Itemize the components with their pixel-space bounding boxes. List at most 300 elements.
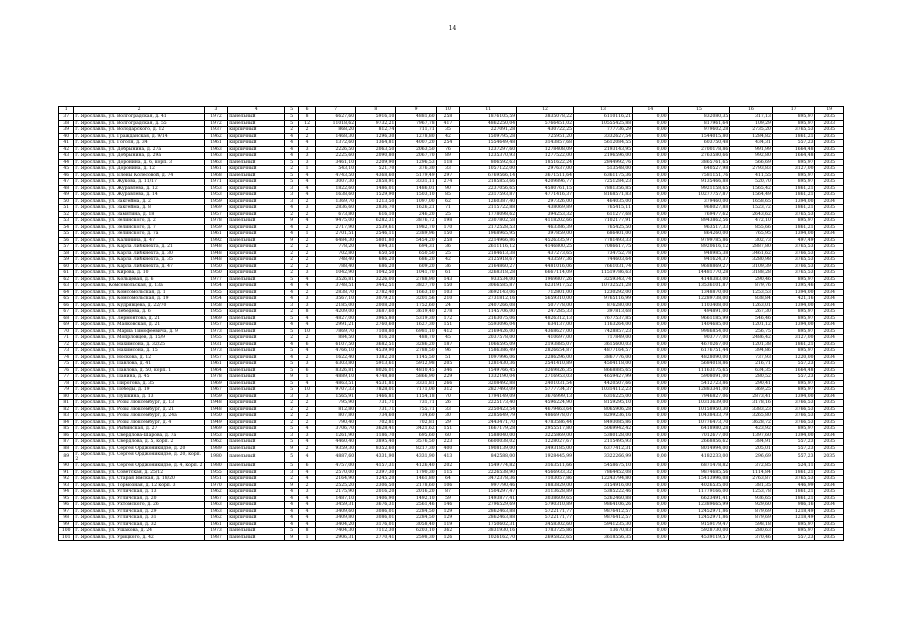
table-cell: 2763580,66 [668,153,730,160]
table-cell: 4 [285,153,299,160]
table-cell: 4420507,66 [573,380,632,387]
table-cell: панельный [228,114,285,121]
table-cell: 4863,51 [315,380,355,387]
table-cell: 38 [59,120,74,127]
table-cell: панельный [228,348,285,355]
table-cell: 4 [285,354,299,361]
table-cell: 1948 [204,406,228,413]
table-cell: 2570,00 [315,469,355,476]
table-cell: 172 [436,315,460,322]
table-cell: 2226538,90 [460,469,517,476]
table-cell: 557,23 [772,445,815,452]
table-cell: 46 [59,172,74,179]
table-cell: 2226,50 [315,146,355,153]
address-cell: г. Ярославль, ул. Пирогова, д. 35 [74,380,204,387]
table-cell: 520,70 [730,179,773,186]
table-cell: 1972 [204,120,228,127]
address-cell: г. Ярославль, ул. Кольцевая, д. 6 [74,276,204,283]
column-number-header: 13 [573,107,632,114]
table-cell: 1964 [204,367,228,374]
table-cell: 7112,30 [356,528,396,535]
address-cell: г. Ярославль, ул. Кудрявцева, д. 22/70 [74,302,204,309]
table-cell: 2 [285,127,299,134]
address-cell: г. Ярославль, ул. Советская, д. 25/12 [74,469,204,476]
header-row [59,107,844,114]
address-cell: г. Ярославль, ул. Журавлёва, д. 14 [74,192,204,199]
table-cell: 2862463,88 [460,508,517,515]
table-cell: 464035,00 [573,198,632,205]
table-cell: 57 [59,244,74,251]
table-cell: 1963 [204,159,228,166]
table-cell: 0,00 [633,185,669,192]
table-cell: 7677537,85 [573,315,632,322]
table-cell: 5412723,86 [668,380,730,387]
table-cell: 5385222,46 [573,489,632,496]
column-number-header: 4 [228,107,285,114]
table-cell: кирпичный [228,224,285,231]
table-cell: 4 [285,140,299,147]
table-cell: 1097996,06 [460,354,517,361]
address-cell: г. Ярославль, ул. Угличская, д. 13 [74,489,204,496]
table-cell: панельный [228,367,285,374]
table-cell: 884,50 [315,335,355,342]
table-cell: 2827493,09 [460,387,517,394]
table-cell: 2035 [815,140,844,147]
table-cell: 7881356,85 [573,185,632,192]
table-cell: 8 [299,114,316,121]
table-cell: 3208492,88 [460,380,517,387]
table-cell: 933534,00 [460,276,517,283]
table-cell: 1928445,99 [517,452,574,463]
table-cell: 96 [59,502,74,509]
table-cell: 1950 [204,413,228,420]
table-cell: 4 [299,179,316,186]
table-cell: 4 [285,289,299,296]
table-cell: 11519786,63 [573,270,632,277]
table-cell: кирпичный [228,432,285,439]
table-cell: панельный [228,237,285,244]
table-cell: 84 [59,419,74,426]
data-table [58,106,844,541]
table-cell: 2 [285,263,299,270]
table-cell: 1955 [204,469,228,476]
address-cell: г. Ярославль, ул. Павлова, д. 41 [74,361,204,368]
table-cell: 1466,81 [356,393,396,400]
table-cell: 3178,16 [730,400,773,407]
table-cell: кирпичный [228,192,285,199]
table-cell: 5 [285,315,299,322]
table-cell: 2125918,67 [460,257,517,264]
table-cell: 42 [436,257,460,264]
table-cell: 3765,53 [772,476,815,483]
table-cell: 0,00 [633,309,669,316]
table-cell: 51 [59,205,74,212]
address-cell: г. Ярославль, ул. Зелинского, д. 7 [74,224,204,231]
table-cell: кирпичный [228,257,285,264]
table-cell: кирпичный [228,205,285,212]
table-cell: 1861,21 [772,192,815,199]
table-cell: 731,71 [356,406,396,413]
table-cell: 2 [285,335,299,342]
table-cell: 1395,46 [772,283,815,290]
table-cell: 126 [436,534,460,541]
address-cell: г. Ярославль, ул. Мариа Тимофеевича, д. 9 [74,328,204,335]
table-cell: 755,71 [396,406,436,413]
table-cell: 9732,21 [356,120,396,127]
table-cell: 3 [299,159,316,166]
table-cell: 4 [285,133,299,140]
table-cell: 2035 [815,192,844,199]
table-cell: 1486,01 [396,185,436,192]
table-cell: 0,00 [633,387,669,394]
address-cell: г. Ярославль, ул. Гоголя, д. 34 [74,140,204,147]
table-cell: 2826654,87 [517,348,574,355]
table-cell: 1284,82 [730,133,773,140]
table-cell: 150 [436,283,460,290]
table-cell: 8 [299,309,316,316]
table-cell: 1278408,09 [517,146,574,153]
table-cell: 7869,70 [315,328,355,335]
table-cell: 9 [285,218,299,225]
table-cell: 8 [299,528,316,535]
table-cell: 2716953,03 [517,374,574,381]
table-cell: кирпичный [228,289,285,296]
table-cell: 143 [436,276,460,283]
table-cell: 2 [285,211,299,218]
table-cell: 4 [285,508,299,515]
table-cell: панельный [228,276,285,283]
table-cell: панельный [228,120,285,127]
table-cell: 2035 [815,146,844,153]
table-cell: 1851622,24 [517,159,574,166]
table-cell: 29 [436,419,460,426]
table-cell: 85 [436,192,460,199]
table-cell: 3269826,35 [517,367,574,374]
table-cell: 3331,81 [396,380,436,387]
table-cell: 5777734,37 [517,387,574,394]
table-cell: 3576,50 [396,439,436,446]
table-cell: 2035 [815,153,844,160]
table-cell: 1953 [204,185,228,192]
table-cell: 2836,70 [356,205,396,212]
table-cell: 1504297,47 [460,489,517,496]
table-cell: 205 [436,361,460,368]
table-cell: 72 [59,341,74,348]
table-cell: 5458675,10 [573,463,632,470]
table-cell: 4 [299,515,316,522]
table-cell: 372,85 [730,463,773,470]
table-cell: 312 [436,387,460,394]
table-cell: 101 [59,534,74,541]
table-cell: 65 [59,296,74,303]
table-cell: 4118202,66 [517,218,574,225]
table-cell: 379460,00 [668,198,730,205]
table-cell: 290,46 [730,276,773,283]
table-cell: 278 [436,309,460,316]
table-cell: 1989 [204,445,228,452]
table-cell: 11018,62 [315,120,355,127]
table-cell: 346 [436,367,460,374]
table-cell: 2035 [815,250,844,257]
table-cell: 0,00 [633,521,669,528]
table-cell: 3493185,00 [517,445,574,452]
table-cell: 0,00 [633,172,669,179]
table-cell: панельный [228,374,285,381]
table-cell: 10 [299,328,316,335]
table-cell: 2237056,65 [460,185,517,192]
table-cell: 1230292,00 [573,289,632,296]
table-cell: 3 [285,185,299,192]
table-cell: 3 [299,361,316,368]
table-cell: 2035 [815,387,844,394]
table-cell: 2035 [815,495,844,502]
table-cell: 4881,60 [396,114,436,121]
table-cell: 744603,64 [573,257,632,264]
table-cell: 1961 [204,361,228,368]
table-cell: 895,97 [772,387,815,394]
table-cell: 2735,20 [730,127,773,134]
table-cell: 8943862,56 [668,218,730,225]
table-cell: 1959 [204,198,228,205]
table-cell: 1235370,93 [460,153,517,160]
table-cell: 497,49 [772,237,815,244]
table-cell: 2196596,00 [573,153,632,160]
table-cell: 5069942,42 [573,426,632,433]
table-cell: 494891,00 [668,309,730,316]
table-cell: 3766,53 [772,406,815,413]
table-cell: 4810,45 [396,367,436,374]
table-cell: 12389665,99 [668,502,730,509]
table-cell: 4 [285,515,299,522]
table-cell: 1664,48 [772,153,815,160]
table-cell: 74 [59,354,74,361]
table-cell: 2 [285,309,299,316]
table-cell: 1962 [204,133,228,140]
table-cell: 4827,00 [315,315,355,322]
table-cell: 3867776,00 [573,354,632,361]
table-cell: 61 [436,270,460,277]
table-cell: 69 [59,322,74,329]
address-cell: г. Ярославль, ул. Калинина, д. 47 [74,237,204,244]
table-cell: 4826312,13 [517,315,574,322]
table-cell: 2561,46 [396,502,436,509]
table-cell: 2035 [815,237,844,244]
table-cell: 4 [299,140,316,147]
table-cell: 9159179,47 [668,521,730,528]
table-cell: 2175,90 [315,489,355,496]
table-cell: 25 [436,250,460,257]
table-cell: 50 [59,198,74,205]
table-cell: 1969 [204,205,228,212]
table-cell: 96 [436,348,460,355]
table-cell: 1026162,70 [460,534,517,541]
table-cell: 6303,80 [315,361,355,368]
table-cell: 2836,60 [315,205,355,212]
table-cell: 1277522,00 [517,153,574,160]
table-cell: 2164860,27 [460,263,517,270]
table-cell: 99 [59,521,74,528]
table-cell: 8668885,65 [573,367,632,374]
table-cell: 3007,30 [315,179,355,186]
table-cell: 2035 [815,508,844,515]
table-cell: панельный [228,159,285,166]
table-cell: 0,00 [633,159,669,166]
table-cell: 566,69 [730,159,773,166]
table-cell: 5866,90 [396,374,436,381]
table-cell: 0,00 [633,114,669,121]
table-cell: 48 [59,185,74,192]
table-cell: 5 [285,439,299,446]
table-cell: 1658,65 [730,198,773,205]
table-cell: 30 [436,413,460,420]
table-cell: 2035 [815,309,844,316]
address-cell: г. Ярославль, ул. Замятина, д. 18 [74,211,204,218]
table-cell: 0,00 [633,489,669,496]
table-cell: 2668856,62 [668,439,730,446]
table-cell: 2035 [815,528,844,535]
table-cell: 1394,00 [772,231,815,238]
table-cell: 1972 [204,114,228,121]
table-cell: 1364,81 [356,140,396,147]
table-cell: 2284,50 [396,508,436,515]
table-cell: 2035 [815,521,844,528]
table-cell: 1950 [204,263,228,270]
table-cell: 0,00 [633,508,669,515]
table-cell: 702,81 [396,419,436,426]
table-cell: 5 [285,452,299,463]
table-cell: 205,01 [730,445,773,452]
table-cell: панельный [228,452,285,463]
table-cell: 3404,20 [315,521,355,528]
table-cell: 4 [299,283,316,290]
table-cell: 2035 [815,374,844,381]
table-cell: 1586386,49 [460,348,517,355]
table-cell: 2541410,89 [517,361,574,368]
table-cell: 7103057,86 [517,476,574,483]
column-number-header: 3 [204,107,228,114]
table-cell: 1663,10 [396,289,436,296]
table-cell: 2 [285,166,299,173]
table-cell: 4 [299,502,316,509]
table-cell: 1154,18 [396,393,436,400]
table-cell: 3421,62 [396,426,436,433]
table-cell: 6203,10 [396,528,436,535]
table-cell: 2035 [815,445,844,452]
table-cell: 598,18 [730,521,773,528]
table-cell: 0,00 [633,432,669,439]
table-cell: 400 [436,445,460,452]
table-cell: 2397,30 [356,469,396,476]
table-cell: 70 [59,328,74,335]
table-cell: 4783586,44 [517,419,574,426]
table-cell: 3766,53 [772,419,815,426]
table-cell: 97 [59,508,74,515]
table-cell: 4659427,99 [573,374,632,381]
table-cell: 115 [436,469,460,476]
table-cell: 0,00 [633,120,669,127]
table-cell: 4539119,57 [668,534,730,541]
table-cell: 2 [299,211,316,218]
table-cell: 616,10 [356,211,396,218]
address-cell: г. Ярославль, ул. Волгоградская, д. 41 [74,114,204,121]
table-cell: 3765,53 [772,211,815,218]
table-cell: 58 [59,250,74,257]
table-cell: 103 [436,289,460,296]
table-cell: 0,00 [633,328,669,335]
table-cell: 1486,01 [356,185,396,192]
table-cell: 2035 [815,114,844,121]
table-cell: 247285,33 [517,309,574,316]
table-cell: 246,20 [396,211,436,218]
table-cell: 93 [59,482,74,489]
table-cell: 4157,31 [356,463,396,470]
table-cell: 2 [299,224,316,231]
table-cell: 521,70 [356,166,396,173]
table-cell: 64 [59,289,74,296]
table-cell: 6 [299,463,316,470]
table-cell: 2760,60 [356,322,396,329]
table-cell: 3567,10 [315,296,355,303]
table-cell: 2035 [815,426,844,433]
table-cell: 44 [59,159,74,166]
table-cell: кирпичный [228,508,285,515]
table-cell: 6316225,00 [573,393,632,400]
table-cell: 5659310,00 [517,296,574,303]
column-number-header: 15 [668,107,730,114]
table-cell: 4 [285,283,299,290]
table-cell: 2035 [815,348,844,355]
table-cell: 67 [59,309,74,316]
table-cell: 411,55 [730,172,773,179]
table-cell: 106 [436,482,460,489]
table-cell: 748,40 [315,257,355,264]
table-cell: 2115722,88 [460,205,517,212]
table-cell: 1145,50 [396,354,436,361]
table-cell: 129 [436,515,460,522]
table-cell: 1982,70 [396,224,436,231]
table-cell: кирпичный [228,263,285,270]
table-cell: 2695822,65 [517,534,574,541]
table-cell: 3 [299,489,316,496]
table-cell: 7012677,00 [668,432,730,439]
table-cell: панельный [228,528,285,535]
table-cell: 2035 [815,476,844,483]
address-cell: г. Ярославль, ул. Закгейма, д. 2 [74,198,204,205]
table-cell: 0,00 [633,276,669,283]
table-cell: 2016,20 [396,489,436,496]
address-cell: г. Ярославль, ул. Павлова, д. 50, корп. 1 [74,367,204,374]
table-cell: 717849,00 [573,335,632,342]
table-cell: 2955517,80 [517,426,574,433]
table-cell: 895,97 [772,315,815,322]
table-cell: 2035 [815,463,844,470]
table-cell: 895,97 [772,348,815,355]
table-cell: 4531,81 [356,380,396,387]
table-cell: 895,97 [772,120,815,127]
table-row [59,534,844,541]
address-cell: г. Ярославль, ул. Кирова, д. 10 [74,270,204,277]
table-cell: 1969 [204,426,228,433]
column-number-header: 6 [299,107,316,114]
table-cell: 765,95 [730,231,773,238]
table-cell: 1962 [204,489,228,496]
table-cell: 812,74 [356,127,396,134]
table-cell: 6 [299,341,316,348]
table-cell: 3865761,65 [668,159,730,166]
table-cell: 2035 [815,406,844,413]
table-cell: 35 [436,127,460,134]
table-cell: 694,31 [356,244,396,251]
